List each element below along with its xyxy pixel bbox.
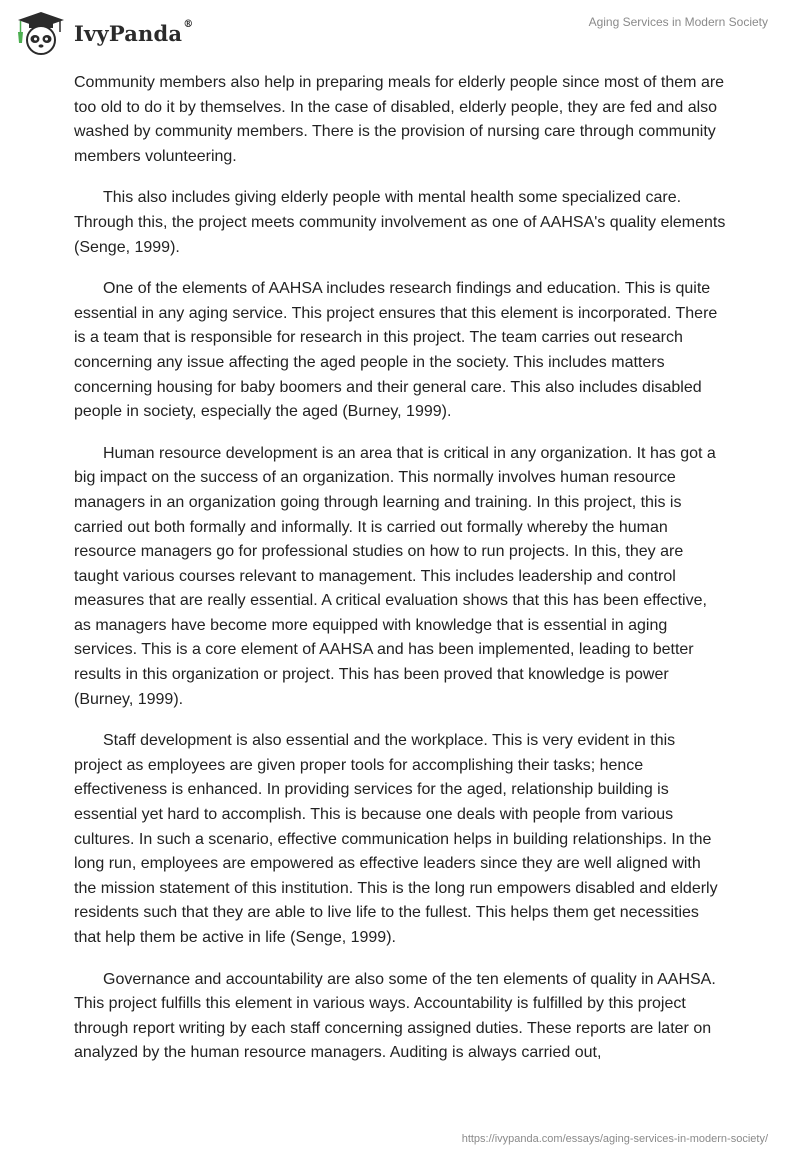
- ivypanda-logo[interactable]: [14, 10, 193, 56]
- paragraph: Staff development is also essential and the workplace. This is very evident in this project as employees are given proper tools for accomplishing their tasks; hence effectiveness is enhanced. In providing services for the aged, relationship building is essential yet hard to accomplish. This is because one deals with people from various cultures. In such a scenario, effective communication helps in building relationships. In the long run, employees are empowered as effective leaders since they are well aligned with the mission statement of this institution. This is the long run empowers disabled and elderly residents such that they are able to live life to the fullest. This helps them get necessities that help them be active in life (Senge, 1999).: [74, 732, 718, 946]
- source-url[interactable]: https://ivypanda.com/essays/aging-services-in-modern-society/: [461, 1133, 768, 1145]
- brand-text: IvyPanda: [74, 20, 183, 46]
- paragraph: One of the elements of AAHSA includes research findings and education. This is quite essential in any aging service. This project ensures that this element is incorporated. There is a team that is responsible for research in this project. The team carries out research concerning any issue affecting the aged people in the society. This includes matters concerning housing for baby boomers and their general care. This also includes disabled people in society, especially the aged (Burney, 1999).: [74, 280, 718, 421]
- essay-body: [74, 71, 726, 1083]
- paragraph: Governance and accountability are also some of the ten elements of quality in AAHSA. This project fulfills this element in various ways. Accountability is fulfilled by this project through report writing by each staff concerning assigned duties. These reports are later on analyzed by the human resource managers. Auditing is always carried out,: [74, 970, 716, 1062]
- page-header: [0, 0, 800, 70]
- registered-mark: ®: [183, 18, 194, 30]
- paragraph: This also includes giving elderly people with mental health some specialized care. Through this, the project meets community involvement as one of AAHSA's quality elements (Senge, 1999).: [74, 189, 726, 256]
- panda-graduate-icon: [14, 10, 68, 56]
- document-title: Aging Services in Modern Society: [588, 15, 768, 29]
- paragraph: Human resource development is an area that is critical in any organization. It has got a big impact on the success of an organization. This normally involves human resource managers in an organization going through learning and training. In this project, this is carried out both formally and informally. It is carried out formally whereby the human resource managers go for professional studies on how to run projects. In this, they are taught various courses relevant to management. This includes leadership and control measures that are really essential. A critical evaluation shows that this has been effective, as managers have become more equipped with knowledge that is essential in aging services. This is a core element of AAHSA and has been implemented, leading to better results in this organization or project. This has been proved that knowledge is power (Burney, 1999).: [74, 444, 716, 708]
- brand-name: [74, 18, 194, 46]
- paragraph: Community members also help in preparing meals for elderly people since most of them are too old to do it by themselves. In the case of disabled, elderly people, they are fed and also washed by community members. There is the provision of nursing care through community members volunteering.: [74, 74, 725, 165]
